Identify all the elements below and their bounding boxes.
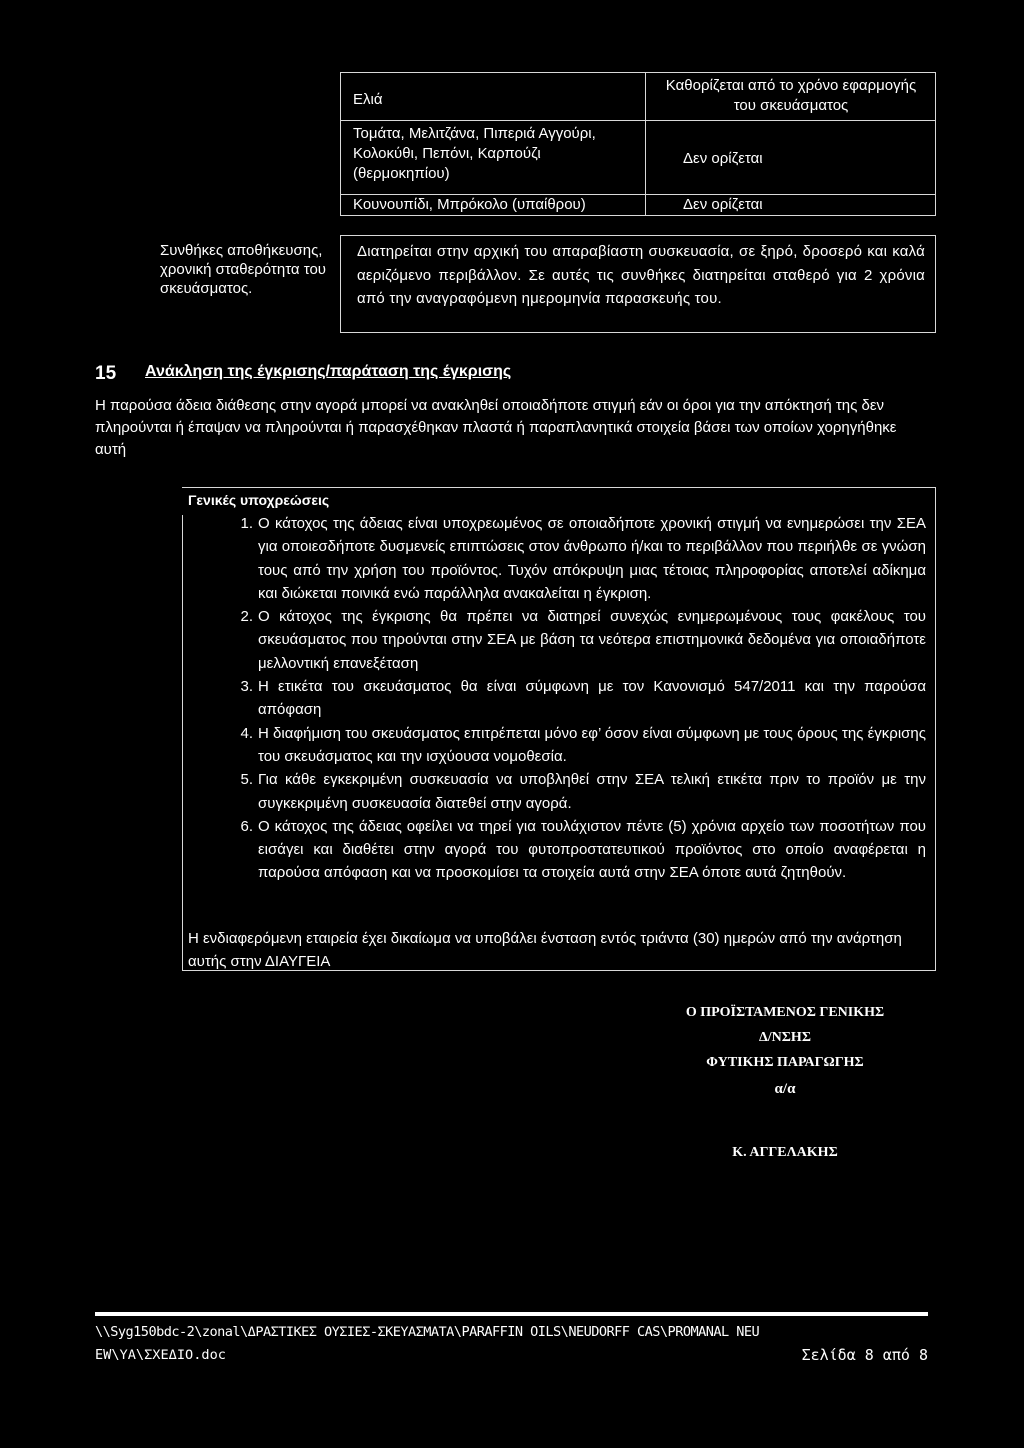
item-number: 5. (240, 771, 253, 789)
footer-path-line2: EW\ΥΑ\ΣΧΕΔΙΟ.doc (95, 1347, 226, 1363)
storage-text: Διατηρείται στην αρχική του απαραβίαστη συσκευασία, σε ξηρό, δροσερό και καλά αεριζόμενο περιβάλλον. Σε αυτές τις συνθήκες διατηρείται σταθερό για 2 χρόνια από την αναγραφόμενη ημερομηνία παρασκευής του. (357, 243, 925, 307)
footer-path-line1: \\Syg150bdc-2\zonal\ΔΡΑΣΤΙΚΕΣ ΟΥΣΙΕΣ-ΣΚΕΥΑΣΜΑΤΑ\PARAFFIN OILS\NEUDORFF CAS\PROMANAL NEU (95, 1324, 760, 1340)
item-number: 1. (240, 515, 253, 532)
signature-title-line: Δ/ΝΣΗΣ (759, 1030, 811, 1045)
item-text: Για κάθε εγκεκριμένη συσκευασία να υποβληθεί στην ΣΕΑ τελική ετικέτα πριν το προϊόν με την συγκεκριμένη συσκευασία διατεθεί στην αγορά. (258, 771, 926, 812)
section-number: 15 (95, 363, 117, 384)
item-text: Ο κάτοχος της άδειας είναι υποχρεωμένος σε οποιαδήποτε χρονική στιγμή να ενημερώσει την ΣΕΑ για οποιεσδήποτε δυσμενείς επιπτώσεις στον άνθρωπο ή/και το περιβάλλον που περιήλθε σε γνώση τους από την χρήση του προϊόντος. Τυχόν απόκρυψη μιας τέτοιας πληροφορίας αποτελεί αδίκημα και διώκεται ποινικά ενώ παράλληλα ανακαλείται η έγκριση. (258, 515, 926, 602)
page-number: Σελίδα 8 από 8 (801, 1346, 928, 1364)
obligations-list (240, 512, 926, 885)
item-number: 6. (240, 817, 253, 835)
crop-cell: Κουνουπίδι, Μπρόκολο (υπαίθρου) (353, 196, 586, 213)
crop-table-row-divider (340, 120, 936, 121)
signature-block (640, 1000, 930, 1103)
phi-cell: Δεν ορίζεται (683, 150, 763, 167)
list-item (240, 815, 926, 885)
section-paragraph: Η παρούσα άδεια διάθεσης στην αγορά μπορεί να ανακληθεί οποιαδήποτε στιγμή εάν οι όροι για την απόκτησή της δεν πληρούνται ή έπαψαν να πληρούνται ή παρασχέθηκαν πλαστά ή παραπλανητικά στοιχεία βάσει των οποίων χορηγήθηκε αυτή (95, 397, 897, 458)
obligations-left-border (182, 515, 183, 971)
item-text: Η διαφήμιση του σκευάσματος επιτρέπεται μόνο εφ’ όσον είναι σύμφωνη με τους όρους της έγκρισης του σκευάσματος και την ισχύουσα νομοθεσία. (258, 724, 926, 765)
list-item (240, 605, 926, 675)
item-number: 3. (240, 678, 253, 696)
signature-title-line: ΦΥΤΙΚΗΣ ΠΑΡΑΓΩΓΗΣ (706, 1055, 864, 1070)
item-text: Η ετικέτα του σκευάσματος θα είναι σύμφωνη με τον Κανονισμό 547/2011 και την παρούσα απόφαση (258, 678, 926, 719)
signature-aa: α/α (774, 1081, 796, 1097)
crop-cell: Ελιά (353, 91, 383, 108)
obligations-heading: Γενικές υποχρεώσεις (188, 492, 330, 508)
list-item (240, 722, 926, 769)
crop-cell: Τομάτα, Μελιτζάνα, Πιπεριά Αγγούρι, Κολοκύθι, Πεπόνι, Καρπούζι (θερμοκηπίου) (353, 125, 596, 182)
signature-title-line: Ο ΠΡΟΪΣΤΑΜΕΝΟΣ ΓΕΝΙΚΗΣ (685, 1005, 885, 1020)
item-number: 4. (240, 724, 253, 742)
phi-cell: Καθορίζεται από το χρόνο εφαρμογής του σκευάσματος (665, 77, 917, 114)
objection-text: Η ενδιαφερόμενη εταιρεία έχει δικαίωμα να υποβάλει ένσταση εντός τριάντα (30) ημερών από την ανάρτηση αυτής στην ΔΙΑΥΓΕΙΑ (188, 930, 902, 970)
signature-name: Κ. ΑΓΓΕΛΑΚΗΣ (732, 1145, 838, 1160)
phi-cell: Δεν ορίζεται (683, 196, 763, 213)
item-text: Ο κάτοχος της έγκρισης θα πρέπει να διατηρεί συνεχώς ενημερωμένους τους φακέλους του σκευάσματος που τηρούνται στην ΣΕΑ με βάση τα νεότερα επιστημονικά δεδομένα για οποιαδήποτε μελλοντική επανεξέταση (258, 608, 926, 672)
storage-label: Συνθήκες αποθήκευσης, χρονική σταθερότητα του σκευάσματος. (160, 242, 327, 297)
item-number: 2. (240, 608, 253, 626)
footer-rule (95, 1312, 928, 1316)
item-text: Ο κάτοχος της άδειας οφείλει να τηρεί για τουλάχιστον πέντε (5) χρόνια αρχείο των ποσοτήτων που εισάγει και διαθέτει στην αγορά του φυτοπροστατευτικού προϊόντος στο οποίο αναφέρεται η παρούσα απόφαση και να προσκομίσει τα στοιχεία αυτά στην ΣΕΑ όποτε αυτά ζητηθούν. (258, 817, 926, 882)
list-item (240, 675, 926, 722)
list-item (240, 768, 926, 815)
section-title: Ανάκληση της έγκρισης/παράταση της έγκρισης (145, 363, 512, 380)
list-item (240, 512, 926, 605)
